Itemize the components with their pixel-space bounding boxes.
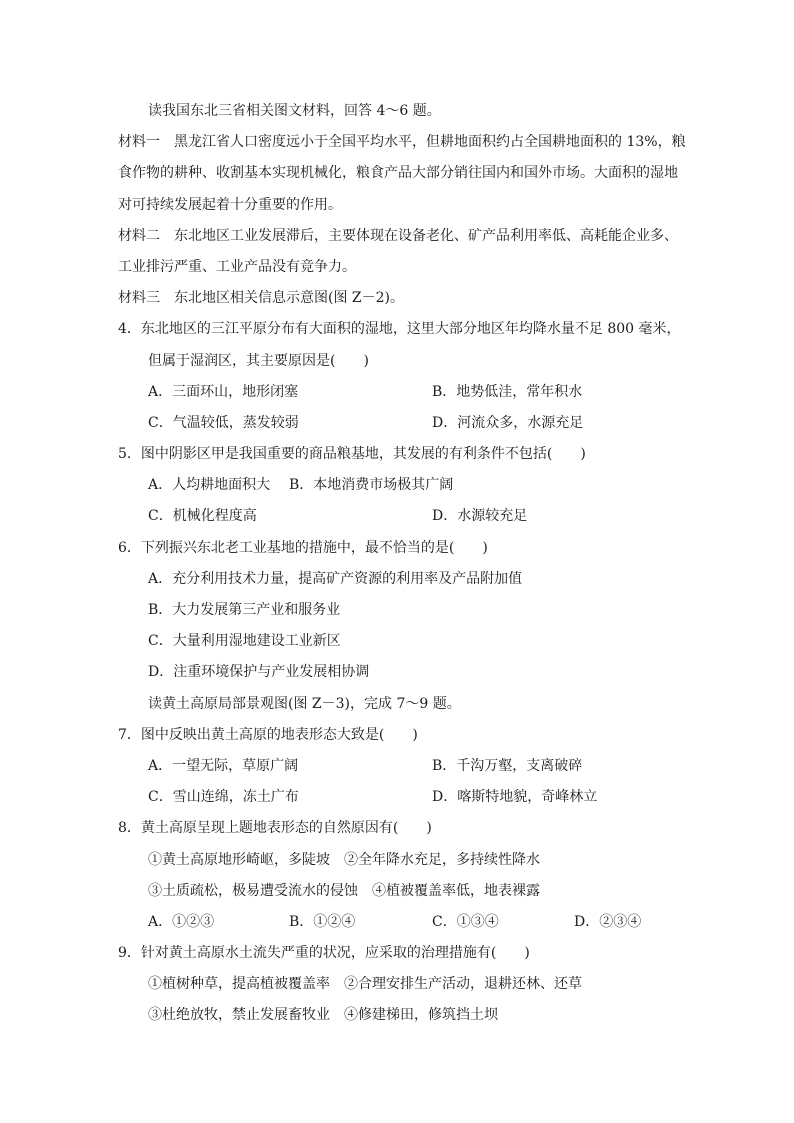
q7-option-a: A．一望无际，草原广阔 xyxy=(148,757,299,774)
q5-options-row xyxy=(0,501,794,532)
material1-line: 对可持续发展起着十分重要的作用。 xyxy=(118,196,342,213)
q8-statement: ①黄土高原地形崎岖，多陡坡 ②全年降水充足，多持续性降水 xyxy=(148,851,540,868)
q5-options-row xyxy=(0,470,794,501)
material3-line: 材料三 东北地区相关信息示意图(图 Z－2)。 xyxy=(118,290,405,307)
q6-option-c: C．大量利用湿地建设工业新区 xyxy=(148,633,341,650)
q4-option-d: D．河流众多，水源充足 xyxy=(432,414,584,431)
q5-option-c: C．机械化程度高 xyxy=(148,508,257,525)
material2-line: 材料二 东北地区工业发展滞后，主要体现在设备老化、矿产品利用率低、高耗能企业多、 xyxy=(118,227,678,244)
q8-option-b: B．①②④ xyxy=(289,913,356,930)
q4-stem-continued: 但属于湿润区，其主要原因是( ) xyxy=(148,352,369,369)
q5-stem: 5．图中阴影区甲是我国重要的商品粮基地，其发展的有利条件不包括( ) xyxy=(118,446,586,463)
q6-option-a: A．充分利用技术力量，提高矿产资源的利用率及产品附加值 xyxy=(148,570,523,587)
q9-stem: 9．针对黄土高原水土流失严重的状况，应采取的治理措施有( ) xyxy=(118,945,530,962)
q7-options-row xyxy=(0,782,794,813)
q8-stem: 8．黄土高原呈现上题地表形态的自然原因有( ) xyxy=(118,820,432,837)
q7-option-c: C．雪山连绵，冻土广布 xyxy=(148,789,299,806)
q5-option-a: A．人均耕地面积大 xyxy=(148,477,271,494)
q4-options-row xyxy=(0,408,794,439)
q8-option-d: D．②③④ xyxy=(574,913,642,930)
q6-option-d: D．注重环境保护与产业发展相协调 xyxy=(148,664,370,681)
q8-option-c: C．①③④ xyxy=(432,913,499,930)
q8-option-a: A．①②③ xyxy=(148,913,215,930)
q7-option-b: B．千沟万壑，支离破碎 xyxy=(432,757,583,774)
q9-statement: ③杜绝放牧，禁止发展畜牧业 ④修建梯田，修筑挡土坝 xyxy=(148,1007,498,1024)
exam-page xyxy=(0,96,794,1032)
section2-intro: 读黄土高原局部景观图(图 Z－3)，完成 7～9 题。 xyxy=(148,695,461,712)
q4-stem: 4．东北地区的三江平原分布有大面积的湿地，这里大部分地区年均降水量不足 800 毫米， xyxy=(118,321,681,338)
material1-line: 材料一 黑龙江省人口密度远小于全国平均水平，但耕地面积约占全国耕地面积的 13%，粮 xyxy=(118,134,686,151)
q8-statement: ③土质疏松，极易遭受流水的侵蚀 ④植被覆盖率低，地表裸露 xyxy=(148,882,540,899)
q4-option-b: B．地势低洼，常年积水 xyxy=(432,383,583,400)
q4-option-a: A．三面环山，地形闭塞 xyxy=(148,383,299,400)
q7-option-d: D．喀斯特地貌，奇峰林立 xyxy=(432,789,598,806)
q7-stem: 7．图中反映出黄土高原的地表形态大致是( ) xyxy=(118,726,418,743)
q7-options-row xyxy=(0,751,794,782)
q4-option-c: C．气温较低，蒸发较弱 xyxy=(148,414,299,431)
q5-option-d: D．水源较充足 xyxy=(432,508,528,525)
section1-intro: 读我国东北三省相关图文材料，回答 4～6 题。 xyxy=(148,103,441,119)
q5-option-b: B．本地消费市场极其广阔 xyxy=(289,477,454,494)
q6-option-b: B．大力发展第三产业和服务业 xyxy=(148,602,341,618)
material1-line: 食作物的耕种、收割基本实现机械化，粮食产品大部分销往国内和国外市场。大面积的湿地 xyxy=(118,165,678,182)
q6-stem: 6．下列振兴东北老工业基地的措施中，最不恰当的是( ) xyxy=(118,539,488,556)
material2-line: 工业排污严重、工业产品没有竞争力。 xyxy=(118,258,356,275)
q9-statement: ①植树种草，提高植被覆盖率 ②合理安排生产活动，退耕还林、还草 xyxy=(148,976,582,993)
q8-options-row xyxy=(0,907,794,938)
q4-options-row xyxy=(0,377,794,408)
